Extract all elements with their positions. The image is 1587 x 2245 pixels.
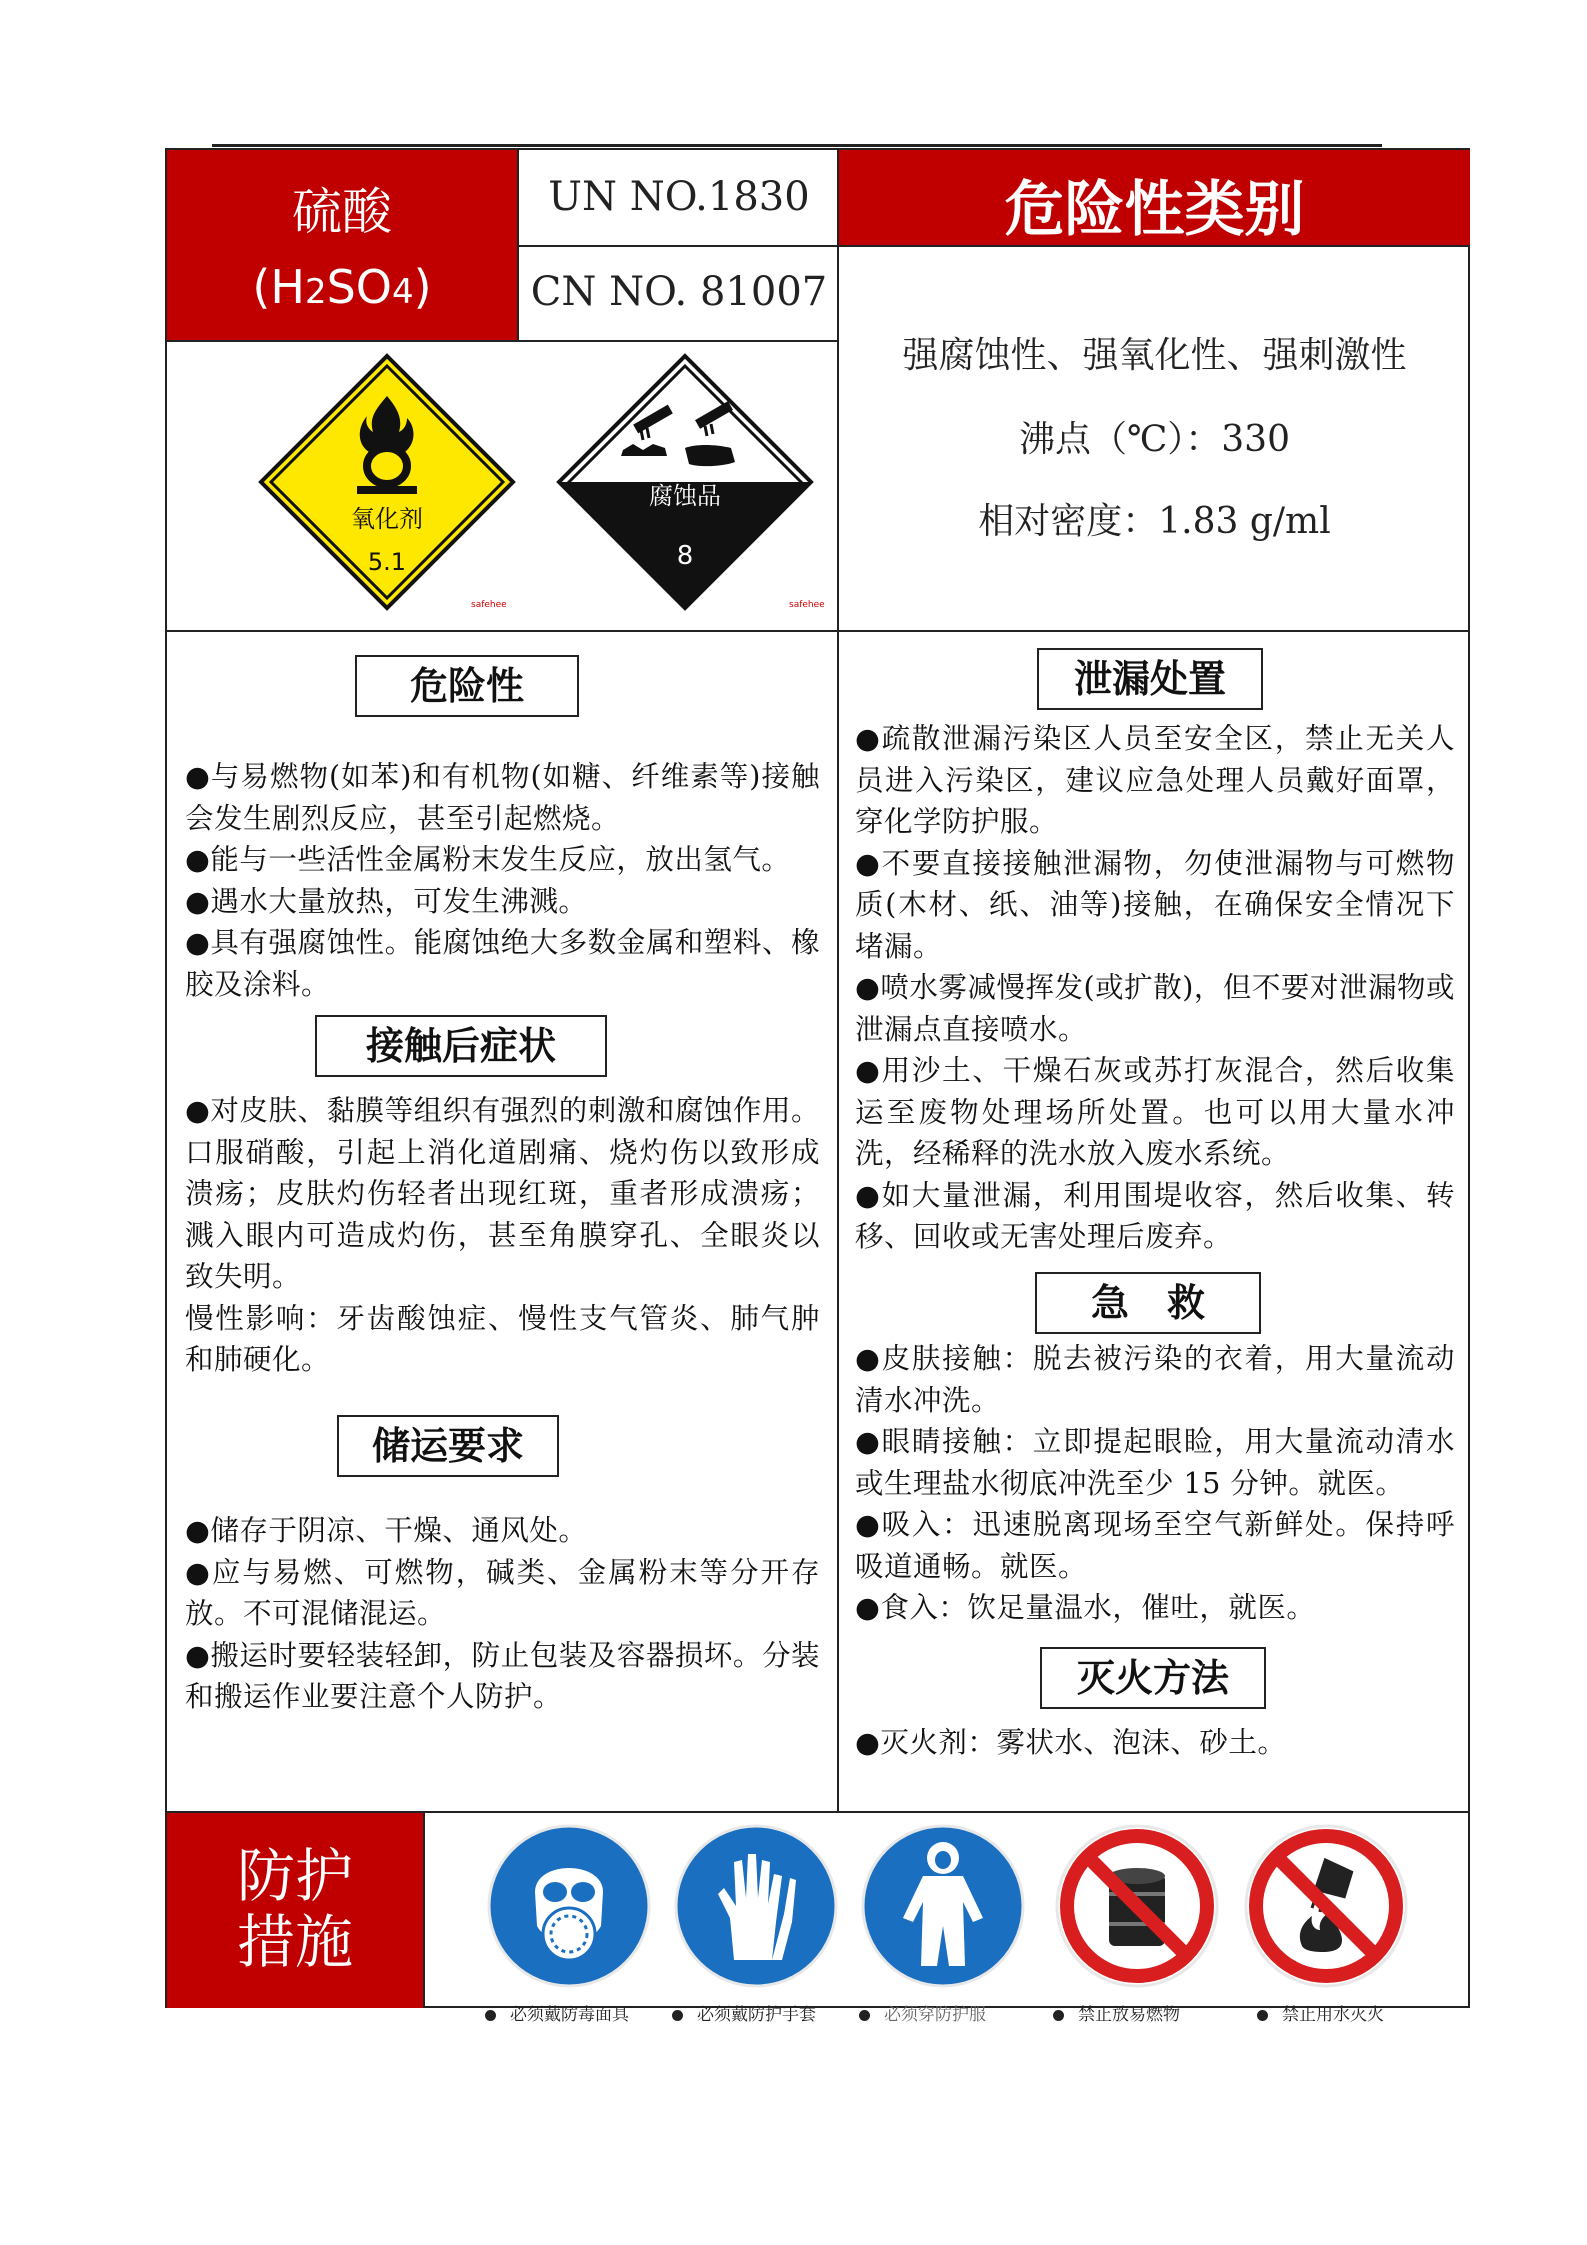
no-flammables-label: 禁止放易燃物 [1053, 2000, 1180, 2025]
pictogram-brand-mark: safehee [471, 600, 507, 610]
hazard-category-title: 危险性类别 [1004, 175, 1305, 245]
hazard-item: ●与易燃物(如苯)和有机物(如糖、纤维素等)接触会发生剧烈反应，甚至引起燃烧。 [185, 760, 820, 835]
no-water-extinguish-label: 禁止用水灭火 [1257, 2000, 1384, 2025]
corrosive-class-number: 8 [676, 541, 694, 571]
storage-section-text [185, 1510, 820, 1718]
hazard-section-title: 危险性 [355, 655, 579, 717]
relative-density: 相对密度：1.83 g/ml [978, 501, 1331, 542]
corrosive-pictogram [555, 352, 815, 612]
divider [167, 630, 1470, 632]
oxidizer-label: 氧化剂 [351, 505, 423, 533]
protective-suit-icon [859, 1822, 1027, 1990]
un-number: UN NO.1830 [548, 174, 810, 220]
gloves-label: 必须戴防护手套 [672, 2000, 816, 2025]
fire-section-text [855, 1722, 1455, 1764]
pictogram-brand-mark: safehee [789, 600, 825, 610]
gas-mask-label: 必须戴防毒面具 [485, 2000, 629, 2025]
boiling-point: 沸点（℃）：330 [1019, 419, 1290, 460]
hazard-section-text [185, 756, 820, 1005]
hazard-category-header [839, 150, 1470, 245]
first-aid-section-title: 急 救 [1035, 1272, 1261, 1334]
first-aid-item: ●皮肤接触：脱去被污染的衣着，用大量流动清水冲洗。 [855, 1342, 1455, 1417]
hazard-traits: 强腐蚀性、强氧化性、强刺激性 [902, 335, 1407, 376]
fire-section-title: 灭火方法 [1040, 1647, 1266, 1709]
storage-item: ●储存于阴凉、干燥、通风处。 [185, 1514, 588, 1547]
symptoms-item: 慢性影响：牙齿酸蚀症、慢性支气管炎、肺气肿和肺硬化。 [185, 1301, 820, 1376]
gloves-icon [672, 1822, 840, 1990]
storage-section-title: 储运要求 [337, 1415, 559, 1477]
first-aid-section-text [855, 1338, 1455, 1629]
msds-card [165, 148, 1470, 2025]
oxidizer-class-number: 5.1 [367, 548, 407, 576]
cn-number-box [519, 247, 839, 340]
chemical-formula: (H2SO4) [252, 260, 432, 314]
first-aid-item: ●眼睛接触：立即提起眼睑，用大量流动清水或生理盐水彻底冲洗至少 15 分钟。就医。 [855, 1425, 1455, 1500]
protection-title: 防护 措施 [236, 1842, 353, 1976]
cn-number: CN NO. 81007 [530, 269, 828, 315]
hazard-item: ●能与一些活性金属粉末发生反应，放出氢气。 [185, 843, 791, 876]
first-aid-item: ●吸入：迅速脱离现场至空气新鲜处。保持呼吸道通畅。就医。 [855, 1508, 1455, 1583]
leak-item: ●如大量泄漏，利用围堤收容，然后收集、转移、回收或无害处理后废弃。 [855, 1178, 1455, 1253]
symptoms-item: ●对皮肤、黏膜等组织有强烈的刺激和腐蚀作用。口服硝酸，引起上消化道剧痛、烧灼伤以致形成溃疡；皮肤灼伤轻者出现红斑，重者形成溃疡；溅入眼内可造成灼伤，甚至角膜穿孔、全眼炎以致失明。 [185, 1094, 820, 1293]
hazard-properties-box [839, 247, 1470, 630]
leak-item: ●用沙土、干燥石灰或苏打灰混合，然后收集运至废物处理场所处置。也可以用大量水冲洗，经稀释的洗水放入废水系统。 [855, 1054, 1455, 1170]
storage-item: ●应与易燃、可燃物，碱类、金属粉末等分开存放。不可混储混运。 [185, 1555, 820, 1630]
leak-item: ●喷水雾减慢挥发(或扩散)，但不要对泄漏物或泄漏点直接喷水。 [855, 971, 1455, 1046]
ghs-pictogram-area [167, 342, 837, 630]
gas-mask-icon [485, 1822, 653, 1990]
fire-item: ●灭火剂：雾状水、泡沫、砂土。 [855, 1726, 1287, 1759]
storage-item: ●搬运时要轻装轻卸，防止包装及容器损坏。分装和搬运作业要注意个人防护。 [185, 1638, 820, 1713]
un-number-box [519, 150, 839, 245]
top-rule [212, 144, 1382, 147]
oxidizer-pictogram [257, 352, 517, 612]
first-aid-item: ●食入：饮足量温水，催吐，就医。 [855, 1591, 1316, 1624]
leak-item: ●疏散泄漏污染区人员至安全区，禁止无关人员进入污染区，建议应急处理人员戴好面罩，穿化学防护服。 [855, 722, 1455, 838]
chemical-name: 硫酸 [292, 183, 392, 241]
protection-title-box [167, 1813, 423, 2008]
leak-section-text [855, 718, 1455, 1258]
corrosive-label: 腐蚀品 [649, 482, 721, 510]
divider [423, 1813, 425, 2008]
chemical-name-box [167, 150, 517, 340]
hazard-item: ●具有强腐蚀性。能腐蚀绝大多数金属和塑料、橡胶及涂料。 [185, 926, 820, 1001]
no-water-extinguish-icon [1242, 1822, 1410, 1990]
symptoms-section-title: 接触后症状 [315, 1015, 607, 1077]
symptoms-section-text [185, 1090, 820, 1381]
hazard-item: ●遇水大量放热，可发生沸溅。 [185, 884, 588, 918]
protective-suit-label: 必须穿防护服 [859, 2000, 986, 2025]
leak-section-title: 泄漏处置 [1037, 648, 1263, 710]
no-flammables-icon [1053, 1822, 1221, 1990]
leak-item: ●不要直接接触泄漏物，勿使泄漏物与可燃物质(木材、纸、油等)接触，在确保安全情况下堵漏。 [855, 846, 1455, 963]
